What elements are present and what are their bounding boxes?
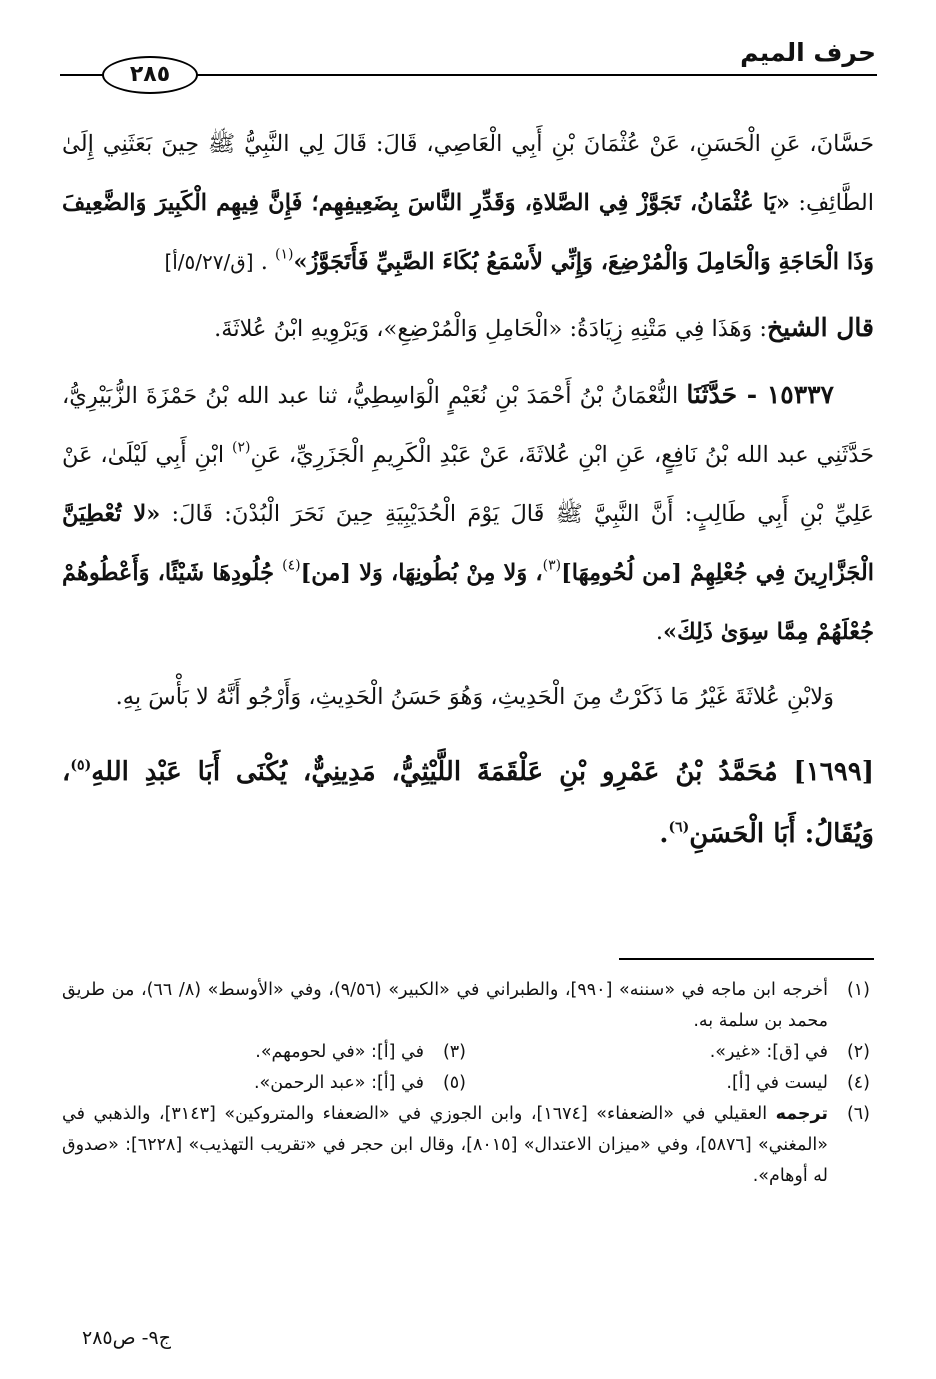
footnote-ref-1[interactable]: (١) [275,246,294,263]
footnote-number: (٤) [846,1073,870,1093]
entry-name-cont: ، وَيُقَالُ: أَبَا الْحَسَنِ [62,757,874,849]
hadith-quote-cont: ، وَلا مِنْ بُطُونِهَا، وَلا [من] [300,560,543,586]
chapter-title: حرف الميم [740,38,876,67]
footnote-row [62,1037,870,1068]
hadith-number: ١٥٣٣٧ [766,380,834,409]
footnote-body: العقيلي في «الضعفاء» [١٦٧٤]، وابن الجوزي في «الضعفاء والمتروكين» [٣١٤٣]، والذهبي في «المغني» [٥٨٧٦]، وفي «ميزان الاعتدال» [٨٠١٥]، وقال ابن حجر في «تقريب التهذيب» [٦٢٢٨]: «صدوق له أوهام». [62,1104,828,1186]
punctuation: . [659,819,669,849]
footnote-number: (٦) [846,1104,870,1124]
footnote-ref-6[interactable]: (٦) [668,819,690,836]
main-text [62,115,874,865]
sheikh-label: قال الشيخ [767,313,874,342]
footnote-ref-2[interactable]: (٢) [231,439,251,456]
volume-page-reference: ج٩- ص٢٨٥ [82,1327,171,1349]
closing-remark-text: وَلابْنِ عُلاثَةَ غَيْرُ مَا ذَكَرْتُ مِنَ الْحَدِيثِ، وَهُوَ حَسَنُ الْحَدِيثِ، وَأَرْجُو أَنَّهُ لا بَأْسَ بِهِ. [115,684,834,710]
punctuation: . [655,619,664,645]
entry-number: [١٦٩٩] [793,757,874,787]
hadith-quote: «يَا عُثْمَانُ، تَجَوَّزْ فِي الصَّلاةِ، وَقَدِّرِ النَّاسَ بِضَعِيفِهِم؛ فَإِنَّ فِيهِم الْكَبِيرَ وَالضَّعِيفَ وَذَا الْحَاجَةِ وَالْحَامِلَ وَالْمُرْضِعَ، وَإِنِّي لأَسْمَعُ بُكَاءَ الصَّبِيِّ فَأَتَجَوَّزُ» [62,190,874,275]
footnote-ref-5[interactable]: (٥) [70,757,92,774]
narration-chain: النُّعْمَانُ بْنُ أَحْمَدَ بْنِ نُعَيْمٍ الْوَاسِطِيُّ، ثنا عبد الله بْنُ حَمْزَةَ الزُّبَيْرِيُّ، حَدَّثَنِي عبد الله بْنُ نَافِعٍ، عَنِ ابْنِ عُلاثَةَ، عَنْ عَبْدِ الْكَرِيمِ الْجَزَرِيِّ، عَنِ [62,383,874,468]
narration-chain: حَسَّانَ، عَنِ الْحَسَنِ، عَنْ عُثْمَانَ بْنِ أَبِي الْعَاصِي، قَالَ: قَالَ لِي النَّبِيُّ ﷺ حِينَ بَعَثَنِي إِلَىٰ الطَّائِفِ: [62,131,874,216]
footnote-2 [466,1037,870,1068]
footnote-ref-3[interactable]: (٣) [542,557,562,574]
entry-name: مُحَمَّدُ بْنُ عَمْرِو بْنِ عَلْقَمَةَ اللَّيْثِيُّ، مَدِينِيٌّ، يُكْنَى أَبَا عَبْدِ اللهِ [91,757,794,787]
hadith-15337-paragraph [62,365,874,662]
footnote-text: في [أ]: «في لحومهم». [255,1042,424,1062]
footnote-text [62,1099,828,1192]
hadith-quote-end: جُلُودِهَا شَيْئًا، وَأَعْطُوهُمْ جُعْلَهُمْ مِمَّا سِوَىٰ ذَلِكَ» [62,560,874,645]
hadith-text-paragraph [62,115,874,292]
footnote-text: في [أ]: «عبد الرحمن». [253,1073,424,1093]
sheikh-comment-text: : وَهَذَا فِي مَتْنِهِ زِيَادَةُ: «الْحَامِلِ وَالْمُرْضِعِ»، وَيَرْوِيهِ ابْنُ عُلاثَةَ. [214,316,768,342]
sheikh-comment-paragraph [62,298,874,359]
footnote-number: (٢) [846,1042,870,1062]
hadith-dash: - [737,380,767,409]
footnote-1 [62,975,870,1037]
footnote-ref-4[interactable]: (٤) [282,557,301,574]
footnote-text: في [ق]: «غير». [709,1042,828,1062]
biography-entry-heading [62,741,874,865]
manuscript-reference: [ق/٥/٢٧/أ] [164,250,254,274]
footnote-number: (٥) [442,1073,466,1093]
footnote-lead-word: ترجمه [775,1104,828,1124]
footnotes [62,975,870,1192]
closing-remark-paragraph [62,668,874,727]
footnote-row [62,1068,870,1099]
haddathana-label: حَدَّثَنَا [686,380,738,409]
footnote-3 [62,1037,466,1068]
footnote-number: (١) [846,980,870,1000]
footnote-6 [62,1099,870,1192]
narration-chain-cont: ابْنِ أَبِي لَيْلَىٰ، عَنْ عَلِيِّ بْنِ أَبِي طَالِبٍ: أَنَّ النَّبِيَّ ﷺ قَالَ يَوْمَ الْحُدَيْبِيَةِ حِينَ نَحَرَ الْبُدْنَ: قَالَ: [62,442,874,527]
footnote-5 [62,1068,466,1099]
page-number: ٢٨٥ [102,56,198,94]
footnote-text: أخرجه ابن ماجه في «سننه» [٩٩٠]، والطبراني في «الكبير» (٩/٥٦)، وفي «الأوسط» (٨/ ٦٦)، من طريق محمد بن سلمة به. [62,980,828,1031]
footnote-number: (٣) [442,1042,466,1062]
footnote-text: ليست في [أ]. [726,1073,828,1093]
footnote-4 [466,1068,870,1099]
hadith-quote: «لا تُعْطِيَنَّ الْجَزَّارِينَ فِي جُعْلِهِمْ [من لُحُومِهَا] [62,501,874,586]
punctuation: . [253,249,276,275]
footnote-separator [619,958,874,960]
